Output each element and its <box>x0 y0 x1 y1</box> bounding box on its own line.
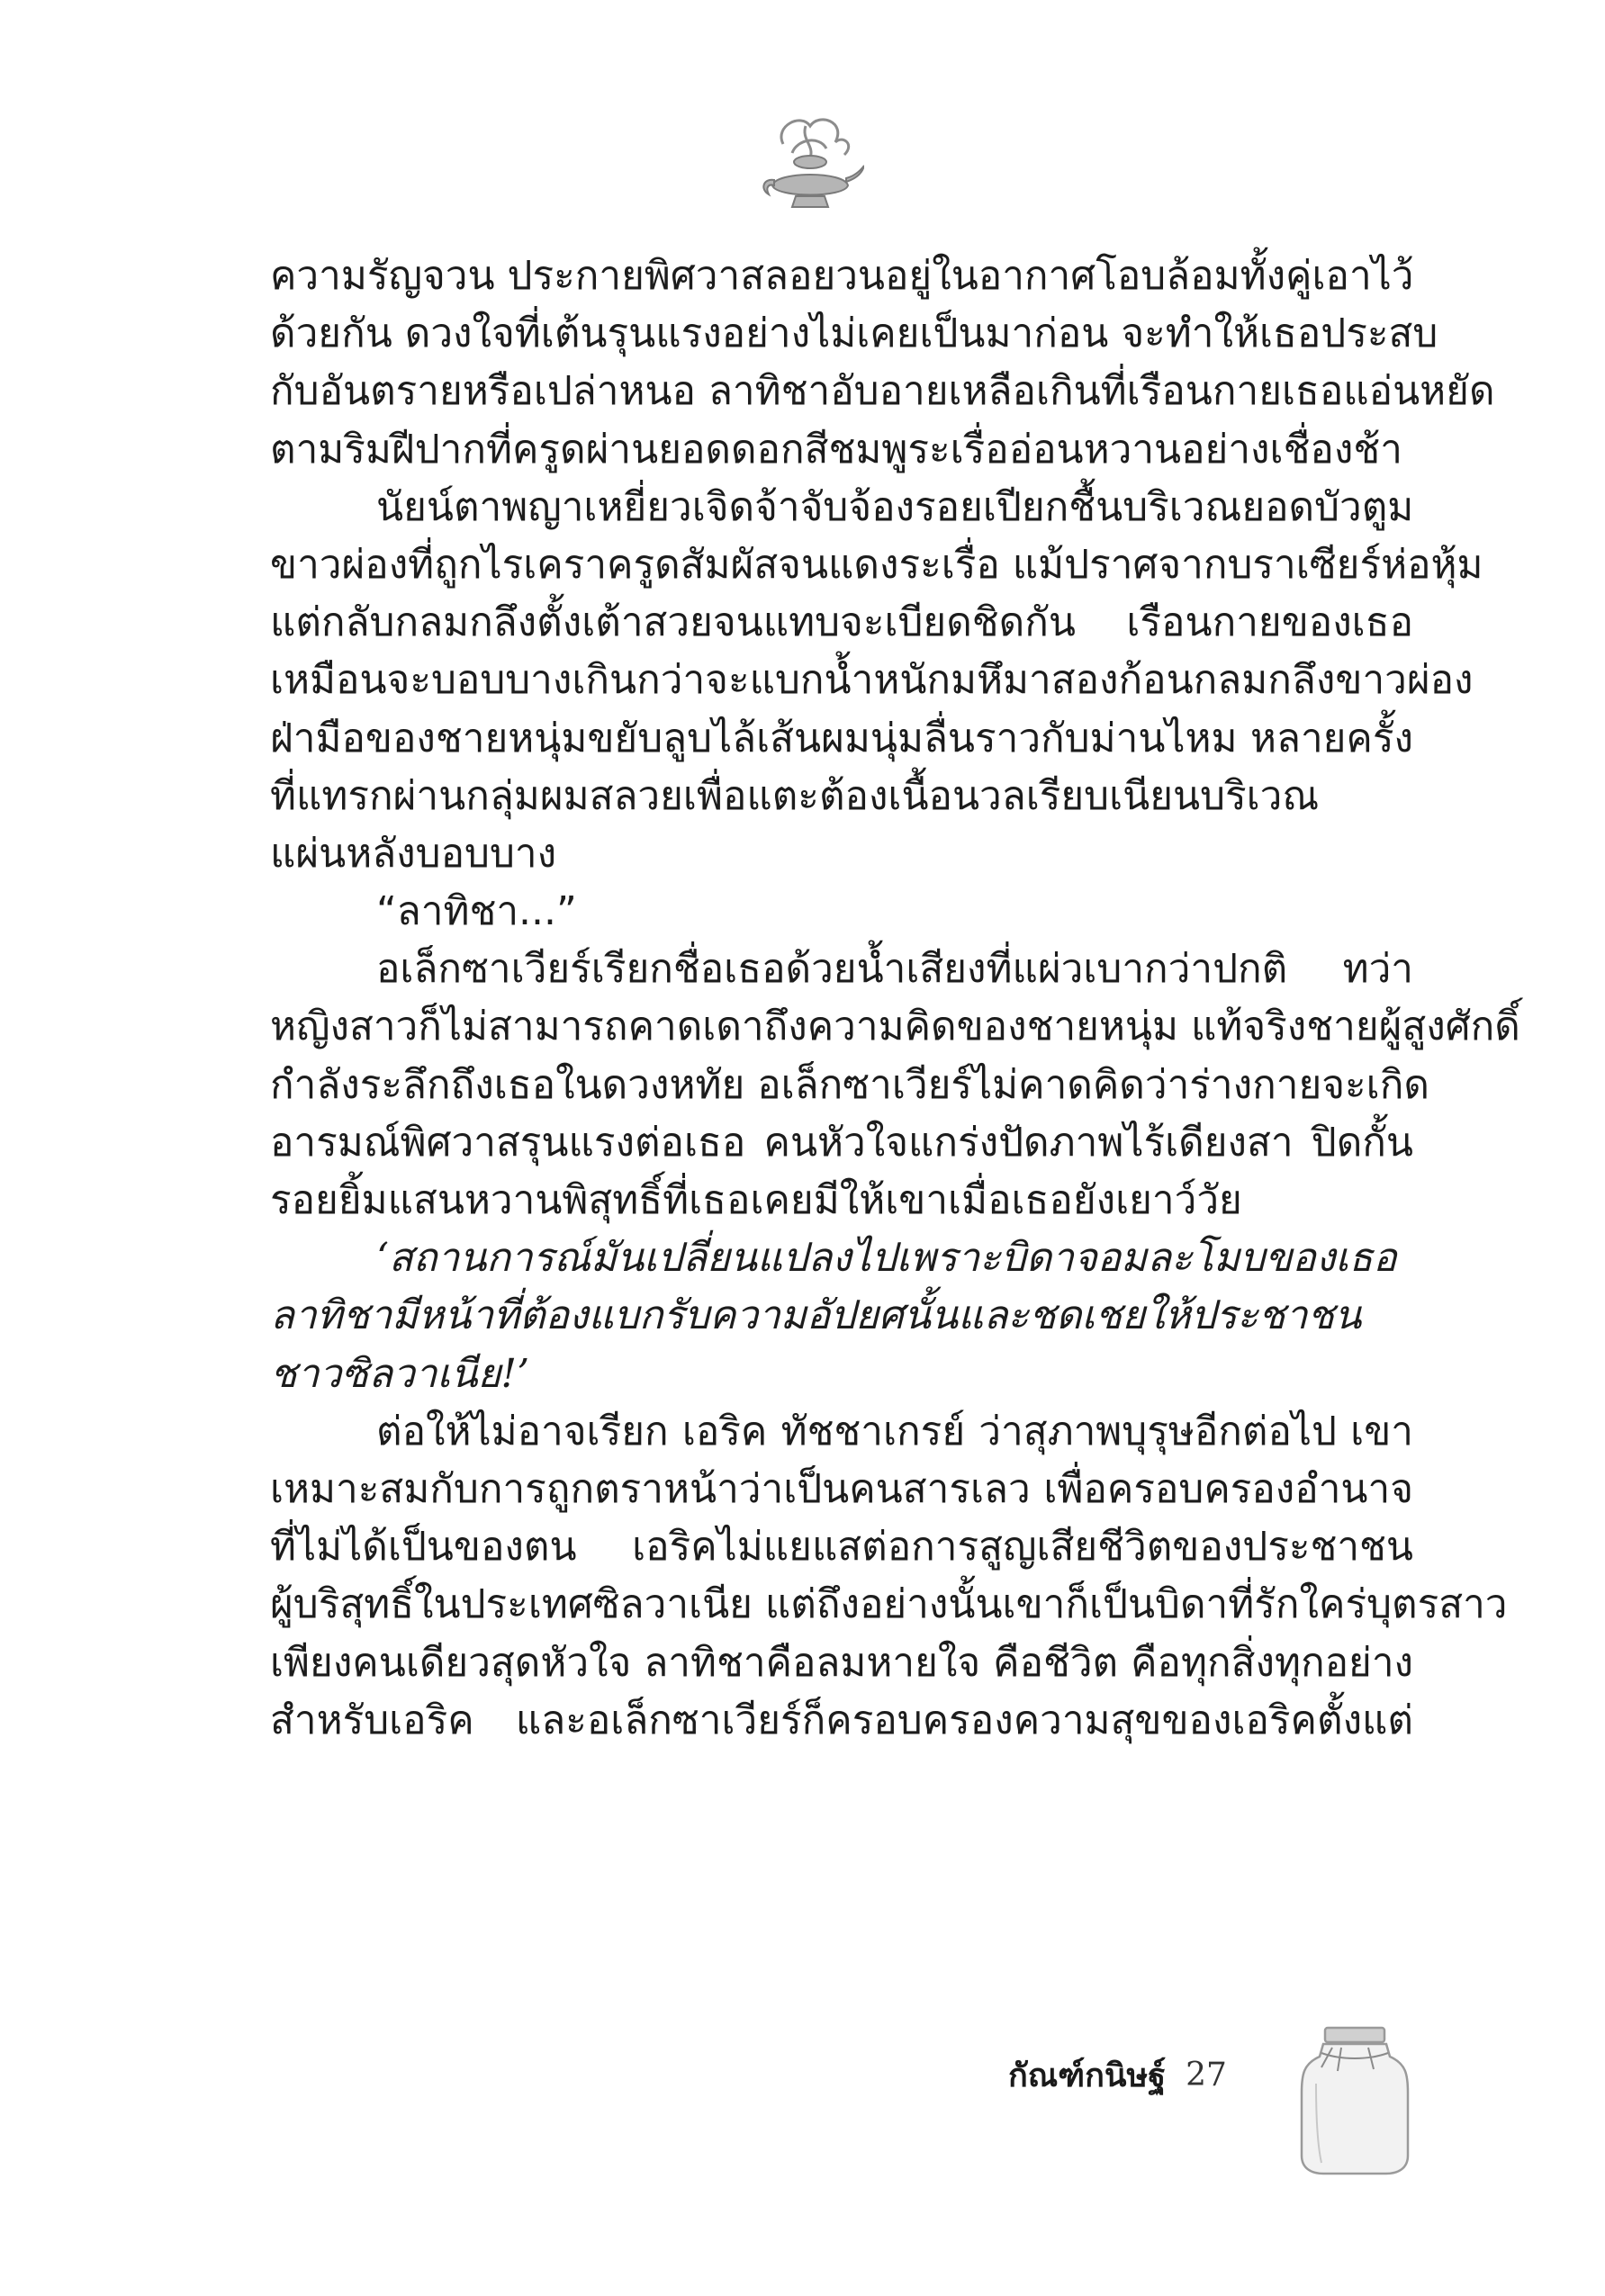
thought-line: ลาทิชามีหน้าที่ต้องแบกรับความอัปยศนั้นและชดเชยให้ประชาชน <box>270 1292 1362 1339</box>
text-line: แผ่นหลังบอบบาง <box>270 830 557 877</box>
thought-line: ชาวซิลวาเนีย!’ <box>270 1350 530 1397</box>
text-line: อารมณ์พิศวาสรุนแรงต่อเธอ คนหัวใจแกร่งปัดภาพไร้เดียงสา ปิดกั้น <box>270 1119 1413 1166</box>
text-line: ด้วยกัน ดวงใจที่เต้นรุนแรงอย่างไม่เคยเป็นมาก่อน จะทำให้เธอประสบ <box>270 311 1438 357</box>
text-line: เพียงคนเดียวสุดหัวใจ ลาทิชาคือลมหายใจ คือชีวิต คือทุกสิ่งทุกอย่าง <box>270 1639 1414 1686</box>
text-line: สำหรับเอริค และอเล็กซาเวียร์ก็ครอบครองความสุขของเอริคตั้งแต่ <box>270 1697 1413 1743</box>
paragraph-1 <box>270 248 1495 479</box>
text-line: ฝ่ามือของชายหนุ่มขยับลูบไล้เส้นผมนุ่มลื่นราวกับม่านไหม หลายครั้ง <box>270 715 1413 761</box>
text-line: ความรัญจวน ประกายพิศวาสลอยวนอยู่ในอากาศโอบล้อมทั้งคู่เอาไว้ <box>270 253 1414 299</box>
thought-line: ‘สถานการณ์มันเปลี่ยนแปลงไปเพราะบิดาจอมละโมบของเธอ <box>376 1235 1397 1282</box>
body-text <box>270 248 1520 1750</box>
text-line: ต่อให้ไม่อาจเรียก เอริค ทัชชาเกรย์ ว่าสุภาพบุรุษอีกต่อไป เขา <box>376 1408 1413 1454</box>
paragraph-3 <box>270 883 1413 941</box>
page-footer <box>1008 2048 1227 2102</box>
author-name: กัณฑ์กนิษฐ์ <box>1008 2057 1167 2094</box>
text-line: รอยยิ้มแสนหวานพิสุทธิ์ที่เธอเคยมีให้เขาเมื่อเธอยังเยาว์วัย <box>270 1177 1242 1223</box>
page-number: 27 <box>1186 2056 1227 2093</box>
text-line: ขาวผ่องที่ถูกไรเคราครูดสัมผัสจนแดงระเรื่อ แม้ปราศจากบราเซียร์ห่อหุ้ม <box>270 541 1483 588</box>
text-line: อเล็กซาเวียร์เรียกชื่อเธอด้วยน้ำเสียงที่แผ่วเบากว่าปกติ ทว่า <box>376 946 1413 993</box>
text-line: ตามริมฝีปากที่ครูดผ่านยอดดอกสีชมพูระเรื่ออ่อนหวานอย่างเชื่องช้า <box>270 426 1402 473</box>
text-line: นัยน์ตาพญาเหยี่ยวเจิดจ้าจับจ้องรอยเปียกชื้นบริเวณยอดบัวตูม <box>376 483 1414 530</box>
text-line: ที่ไม่ได้เป็นของตน เอริคไม่แยแสต่อการสูญเสียชีวิตของประชาชน <box>270 1524 1413 1571</box>
text-line: หญิงสาวก็ไม่สามารถคาดเดาถึงความคิดของชายหนุ่ม แท้จริงชายผู้สูงศักดิ์ <box>270 1004 1520 1050</box>
paragraph-6 <box>270 1403 1508 1750</box>
text-line: กำลังระลึกถึงเธอในดวงหทัย อเล็กซาเวียร์ไม่คาดคิดว่าร่างกายจะเกิด <box>270 1061 1429 1108</box>
text-line: เหมาะสมกับการถูกตราหน้าว่าเป็นคนสารเลว เพื่อครอบครองอำนาจ <box>270 1465 1413 1512</box>
text-line: เหมือนจะบอบบางเกินกว่าจะแบกน้ำหนักมหึมาสองก้อนกลมกลึงขาวผ่อง <box>270 657 1474 704</box>
text-line: ผู้บริสุทธิ์ในประเทศซิลวาเนีย แต่ถึงอย่างนั้นเขาก็เป็นบิดาที่รักใคร่บุตรสาว <box>270 1581 1508 1628</box>
genie-lamp-icon <box>756 108 864 225</box>
paragraph-5-thought <box>270 1229 1413 1403</box>
text-line: แต่กลับกลมกลึงตั้งเต้าสวยจนแทบจะเบียดชิดกัน เรือนกายของเธอ <box>270 599 1413 646</box>
text-line: กับอันตรายหรือเปล่าหนอ ลาทิชาอับอายเหลือเกินที่เรือนกายเธอแอ่นหยัด <box>270 368 1495 415</box>
dialogue-line: “ลาทิชา...” <box>376 888 577 935</box>
text-line: ที่แทรกผ่านกลุ่มผมสลวยเพื่อแตะต้องเนื้อนวลเรียบเนียนบริเวณ <box>270 772 1320 819</box>
glass-jar-icon <box>1296 2021 1413 2178</box>
paragraph-4 <box>270 941 1520 1229</box>
paragraph-2 <box>270 479 1483 883</box>
